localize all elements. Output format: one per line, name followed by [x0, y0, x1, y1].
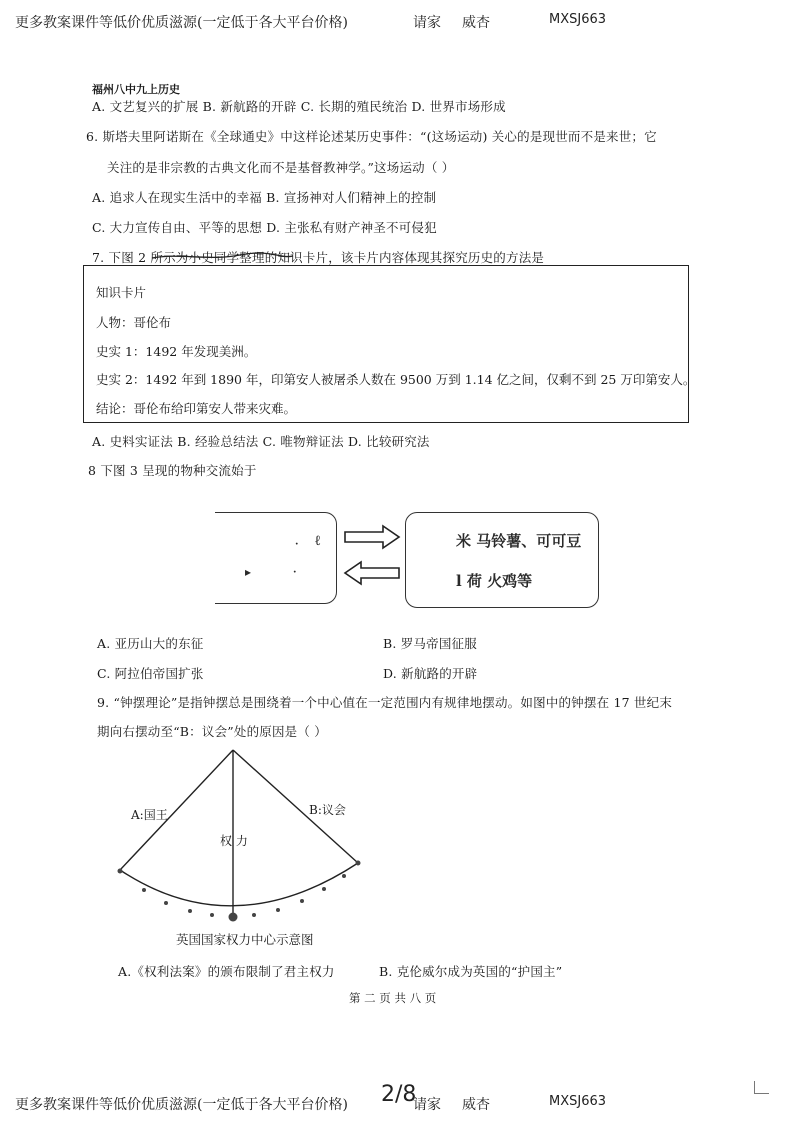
page-counter: 2/8: [381, 1082, 417, 1107]
q8-option-d: D. 新航路的开辟: [383, 666, 478, 681]
card-conclusion: 结论：哥伦布给印第安人带来灾难。: [96, 401, 297, 416]
q9-stem-line2: 期向右摆动至“B：议会”处的原因是（ ）: [97, 724, 327, 739]
q8-option-c: C. 阿拉伯帝国扩张: [97, 666, 204, 681]
q6-options-ab: A. 追求人在现实生活中的幸福 B. 宣扬神对人们精神上的控制: [92, 190, 437, 205]
footer-contact-name: 威杏: [462, 1097, 490, 1113]
q8-stem: 8 下图 3 呈现的物种交流始于: [88, 463, 257, 478]
page-footer: 第 二 页 共 八 页: [349, 991, 437, 1005]
corner-mark: [754, 1081, 769, 1094]
strikethrough-mark: [150, 249, 295, 265]
card-fact2: 史实 2：1492 年到 1890 年，印第安人被屠杀人数在 9500 万到 1.14 亿之间，仅剩不到 25 万印第安人。: [96, 372, 696, 387]
q6-options-cd: C. 大力宣传自由、平等的思想 D. 主张私有财产神圣不可侵犯: [92, 220, 437, 235]
card-title: 知识卡片: [96, 285, 147, 300]
knowledge-card: [83, 265, 696, 423]
figure3-right-box: [405, 512, 599, 608]
q9-option-b: B. 克伦威尔成为英国的“护国主”: [379, 964, 563, 979]
card-fact1: 史实 1：1492 年发现美洲。: [96, 344, 257, 359]
footer-ad-text: 更多教案课件等低价优质滋源(一定低于各大平台价格): [15, 1097, 348, 1113]
q8-option-b: B. 罗马帝国征服: [383, 636, 477, 651]
header-ad-text: 更多教案课件等低价优质滋源(一定低于各大平台价格): [15, 15, 348, 31]
q5-options: A. 文艺复兴的扩展 B. 新航路的开辟 C. 长期的殖民统治 D. 世界市场形成: [92, 99, 506, 114]
header-contact-name: 威杏: [462, 15, 490, 31]
exchange-arrows-icon: [343, 522, 403, 588]
q6-stem-line1: 6. 斯塔夫里阿诺斯在《全球通史》中这样论述某历史事件：“(这场运动) 关心的是现世而不是来世；它: [86, 129, 657, 144]
pendulum-label-parliament: B:议会: [309, 803, 346, 817]
q6-stem-line2: 关注的是非宗教的古典文化而不是基督教神学。”这场运动（ ）: [107, 160, 455, 175]
q9-stem-line1: 9. “钟摆理论”是指钟摆总是围绕着一个中心值在一定范围内有规律地摆动。如图中的钟摆在 17 世纪末: [97, 695, 673, 710]
pendulum-label-power: 权 力: [220, 834, 248, 848]
q7-options: A. 史料实证法 B. 经验总结法 C. 唯物辩证法 D. 比较研究法: [92, 434, 430, 449]
footer-contact-label: 请家: [413, 1097, 441, 1113]
card-person: 人物：哥伦布: [96, 315, 172, 330]
figure3-left-box: ℓ · ▸ ·: [215, 512, 337, 604]
figure3-right-row1: 米 马铃薯、可可豆: [456, 532, 582, 550]
q8-option-a: A. 亚历山大的东征: [97, 636, 204, 651]
header-code: MXSJ663: [549, 12, 607, 27]
school-line: 福州八中九上历史: [92, 83, 180, 96]
pendulum-label-king: A:国王: [131, 808, 168, 822]
figure3-right-row2: l 荷 火鸡等: [456, 572, 533, 590]
footer-code: MXSJ663: [549, 1094, 607, 1109]
q9-option-a: A.《权利法案》的颁布限制了君主权力: [118, 964, 335, 979]
pendulum-caption: 英国国家权力中心示意图: [176, 932, 314, 947]
q7-stem: 7. 下图 2 所示为小史同学整理的知识卡片，该卡片内容体现其探究历史的方法是: [92, 250, 545, 265]
header-contact-label: 请家: [413, 15, 441, 31]
